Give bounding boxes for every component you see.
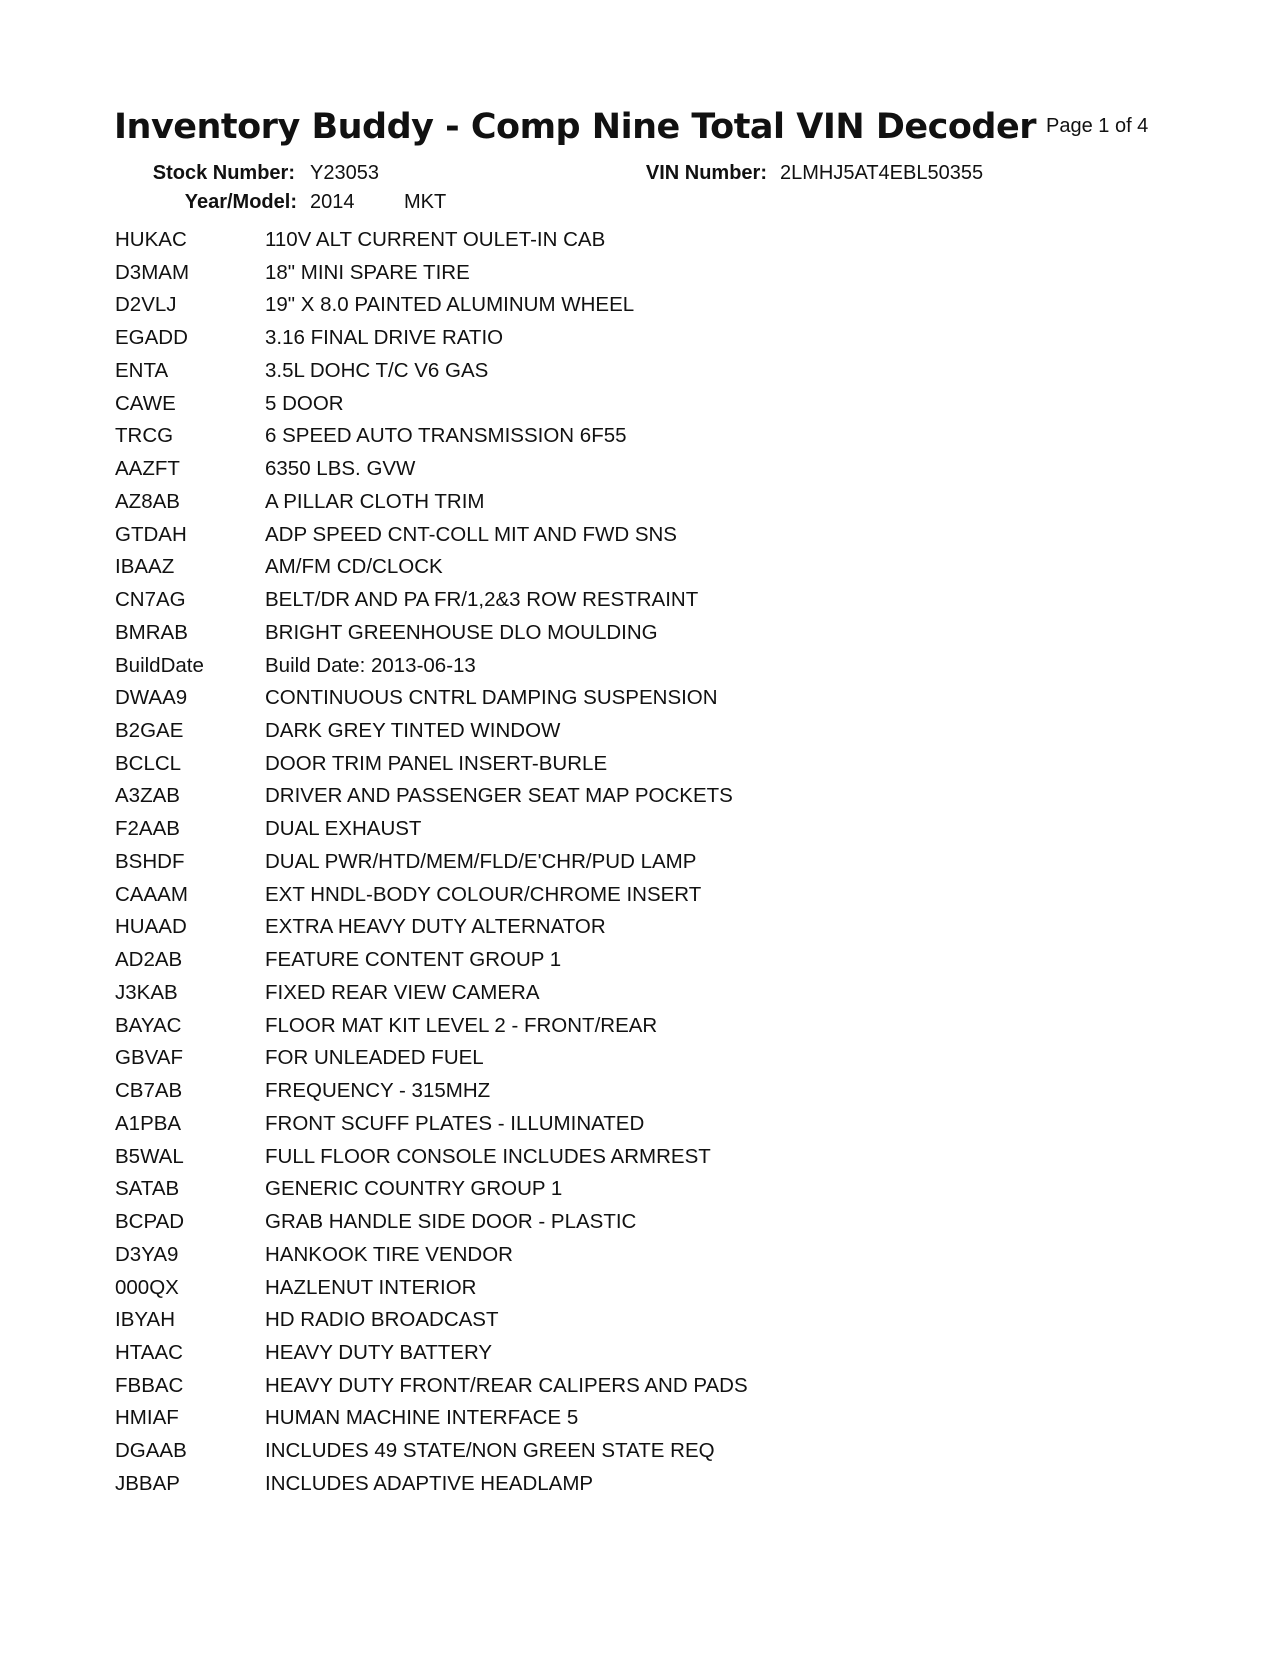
option-description: 3.16 FINAL DRIVE RATIO — [265, 326, 504, 350]
option-description: EXTRA HEAVY DUTY ALTERNATOR — [265, 915, 606, 939]
option-code: DGAAB — [115, 1439, 187, 1463]
option-code: GTDAH — [115, 522, 187, 546]
option-description: 3.5L DOHC T/C V6 GAS — [265, 358, 489, 382]
code-row — [115, 849, 748, 885]
option-code: HTAAC — [115, 1340, 183, 1364]
option-description: HUMAN MACHINE INTERFACE 5 — [265, 1406, 579, 1430]
option-description: HANKOOK TIRE VENDOR — [265, 1242, 513, 1266]
option-code: TRCG — [115, 424, 174, 448]
option-code: BuildDate — [115, 653, 204, 677]
code-row — [115, 1242, 748, 1278]
option-code: BAYAC — [115, 1013, 182, 1037]
option-description: GRAB HANDLE SIDE DOOR - PLASTIC — [265, 1210, 637, 1234]
option-description: 5 DOOR — [265, 391, 344, 415]
option-code: A1PBA — [115, 1111, 182, 1135]
option-code: BCPAD — [115, 1210, 185, 1234]
option-description: A PILLAR CLOTH TRIM — [265, 489, 485, 513]
code-row — [115, 751, 748, 787]
code-row — [115, 459, 748, 492]
code-row — [115, 426, 748, 459]
option-description: 6 SPEED AUTO TRANSMISSION 6F55 — [265, 424, 627, 448]
option-code: AZ8AB — [115, 489, 180, 513]
code-row — [115, 1275, 748, 1311]
option-description: 18" MINI SPARE TIRE — [265, 260, 470, 284]
code-row — [115, 1013, 748, 1049]
option-description: FREQUENCY - 315MHZ — [265, 1079, 491, 1103]
code-row — [115, 1048, 748, 1081]
option-description: Build Date: 2013-06-13 — [265, 653, 476, 677]
option-code: IBYAH — [115, 1308, 175, 1332]
option-description: DUAL EXHAUST — [265, 817, 422, 841]
option-code: ENTA — [115, 358, 169, 382]
option-code: CAWE — [115, 391, 176, 415]
option-description: 19" X 8.0 PAINTED ALUMINUM WHEEL — [265, 293, 635, 317]
code-row — [115, 1144, 748, 1180]
code-row — [115, 620, 748, 656]
year-value: 2014 — [310, 191, 355, 213]
code-row — [115, 786, 748, 819]
code-row — [115, 1373, 748, 1409]
option-code: GBVAF — [115, 1046, 183, 1070]
code-row — [115, 522, 748, 558]
option-description: HD RADIO BROADCAST — [265, 1308, 499, 1332]
option-description: DARK GREY TINTED WINDOW — [265, 719, 561, 743]
option-description: DOOR TRIM PANEL INSERT-BURLE — [265, 751, 608, 775]
code-row — [115, 1310, 748, 1343]
code-row — [115, 1471, 748, 1507]
option-code: DWAA9 — [115, 686, 188, 710]
option-description: FEATURE CONTENT GROUP 1 — [265, 948, 562, 972]
option-code: B5WAL — [115, 1144, 184, 1168]
code-row — [115, 590, 748, 623]
option-code: AD2AB — [115, 948, 183, 972]
option-code-list — [115, 230, 748, 1507]
option-code: J3KAB — [115, 980, 178, 1004]
code-row — [115, 1111, 748, 1147]
option-code: BCLCL — [115, 751, 182, 775]
stock-number-label: Stock Number: — [152, 162, 295, 184]
option-code: BMRAB — [115, 620, 188, 644]
year-model-label: Year/Model: — [184, 191, 297, 213]
code-row — [115, 819, 748, 852]
option-description: 6350 LBS. GVW — [265, 457, 416, 481]
option-code: 000QX — [115, 1275, 179, 1299]
page-indicator: Page 1 of 4 — [1046, 115, 1149, 137]
code-row — [115, 230, 748, 263]
code-row — [115, 358, 748, 394]
option-code: B2GAE — [115, 719, 184, 743]
option-description: DRIVER AND PASSENGER SEAT MAP POCKETS — [265, 784, 733, 808]
option-description: FLOOR MAT KIT LEVEL 2 - FRONT/REAR — [265, 1013, 658, 1037]
option-code: SATAB — [115, 1177, 180, 1201]
code-row — [115, 1212, 748, 1245]
option-code: CB7AB — [115, 1079, 183, 1103]
code-row — [115, 721, 748, 754]
code-row — [115, 1441, 748, 1474]
option-description: EXT HNDL-BODY COLOUR/CHROME INSERT — [265, 882, 702, 906]
code-row — [115, 328, 748, 361]
document-title: Inventory Buddy - Comp Nine Total VIN Decoder — [114, 107, 1036, 147]
vin-label: VIN Number: — [645, 162, 767, 184]
option-description: FULL FLOOR CONSOLE INCLUDES ARMREST — [265, 1144, 711, 1168]
code-row — [115, 489, 748, 525]
option-code: HUKAC — [115, 228, 187, 251]
code-row — [115, 391, 748, 427]
option-code: D3MAM — [115, 260, 190, 284]
option-code: BSHDF — [115, 849, 185, 873]
option-code: CAAAM — [115, 882, 188, 906]
option-description: HAZLENUT INTERIOR — [265, 1275, 477, 1299]
code-row — [115, 295, 748, 328]
option-description: AM/FM CD/CLOCK — [265, 555, 443, 579]
code-row — [115, 653, 748, 689]
option-code: IBAAZ — [115, 555, 175, 579]
option-description: FIXED REAR VIEW CAMERA — [265, 980, 540, 1004]
code-row — [115, 557, 748, 590]
option-description: FRONT SCUFF PLATES - ILLUMINATED — [265, 1111, 645, 1135]
stock-number-value: Y23053 — [310, 162, 379, 184]
option-description: DUAL PWR/HTD/MEM/FLD/E'CHR/PUD LAMP — [265, 849, 697, 873]
option-code: CN7AG — [115, 588, 186, 612]
code-row — [115, 917, 748, 950]
code-row — [115, 1408, 748, 1441]
option-code: JBBAP — [115, 1471, 180, 1495]
vin-value: 2LMHJ5AT4EBL50355 — [780, 162, 984, 184]
code-row — [115, 950, 748, 983]
code-row — [115, 1340, 748, 1376]
option-code: HMIAF — [115, 1406, 179, 1430]
option-description: ADP SPEED CNT-COLL MIT AND FWD SNS — [265, 522, 677, 546]
option-code: HUAAD — [115, 915, 187, 939]
code-row — [115, 1081, 748, 1114]
option-code: EGADD — [115, 326, 188, 350]
code-row — [115, 980, 748, 1016]
option-code: D3YA9 — [115, 1242, 179, 1266]
option-code: AAZFT — [115, 457, 180, 481]
option-description: FOR UNLEADED FUEL — [265, 1046, 484, 1070]
code-row — [115, 688, 748, 721]
option-description: BRIGHT GREENHOUSE DLO MOULDING — [265, 620, 658, 644]
code-row — [115, 882, 748, 918]
model-value: MKT — [404, 191, 447, 213]
option-code: F2AAB — [115, 817, 180, 841]
option-description: 110V ALT CURRENT OULET-IN CAB — [265, 228, 606, 251]
option-description: GENERIC COUNTRY GROUP 1 — [265, 1177, 563, 1201]
option-code: FBBAC — [115, 1373, 184, 1397]
option-code: A3ZAB — [115, 784, 180, 808]
code-row — [115, 1179, 748, 1212]
option-description: HEAVY DUTY FRONT/REAR CALIPERS AND PADS — [265, 1373, 748, 1397]
option-description: INCLUDES 49 STATE/NON GREEN STATE REQ — [265, 1439, 715, 1463]
option-description: HEAVY DUTY BATTERY — [265, 1340, 493, 1364]
option-description: BELT/DR AND PA FR/1,2&3 ROW RESTRAINT — [265, 588, 699, 612]
code-row — [115, 260, 748, 296]
option-description: INCLUDES ADAPTIVE HEADLAMP — [265, 1471, 594, 1495]
option-code: D2VLJ — [115, 293, 177, 317]
option-description: CONTINUOUS CNTRL DAMPING SUSPENSION — [265, 686, 718, 710]
